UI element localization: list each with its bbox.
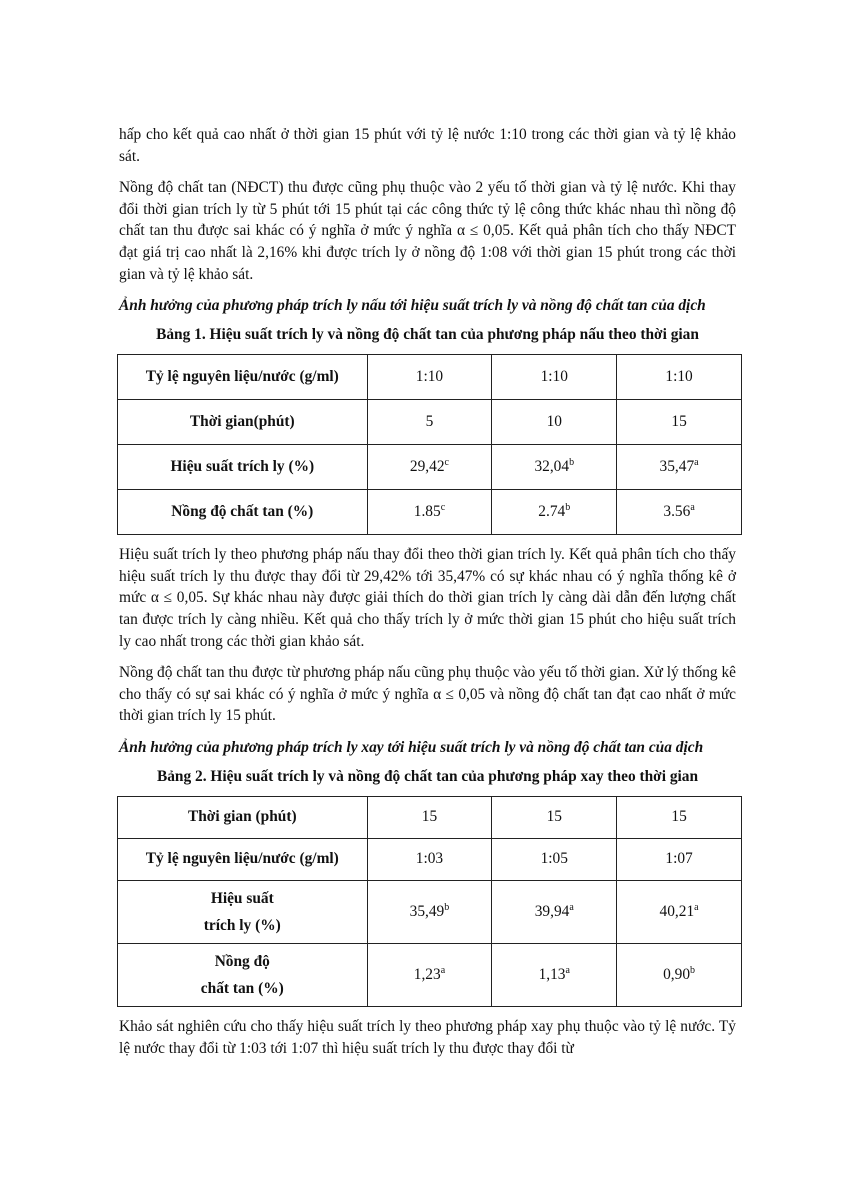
table-row [118, 445, 742, 490]
cell-value: 39,94 [534, 903, 570, 921]
row-label: Tỷ lệ nguyên liệu/nước (g/ml) [118, 838, 368, 880]
table-cell [617, 490, 742, 535]
table-cell [367, 400, 492, 445]
row-label: Tỷ lệ nguyên liệu/nước (g/ml) [118, 355, 368, 400]
cell-value: 32,04 [534, 458, 570, 476]
table-2 [117, 796, 742, 1007]
table-cell [492, 880, 617, 943]
row-label-line: Nồng độ [214, 952, 270, 970]
table-caption: Bảng 2. Hiệu suất trích ly và nồng độ chất tan của phương pháp xay theo thời gian [156, 767, 699, 785]
row-label-line: Hiệu suất [210, 889, 274, 907]
cell-value: 1:07 [665, 850, 693, 868]
document-page [119, 124, 736, 1069]
table-cell [492, 943, 617, 1006]
table-cell [492, 796, 617, 838]
table-cell [367, 445, 492, 490]
table-cell [367, 355, 492, 400]
cell-value: 1:10 [540, 368, 568, 386]
table-cell [492, 838, 617, 880]
table-row [118, 355, 742, 400]
cell-superscript: b [690, 965, 696, 977]
row-label-line: chất tan (%) [200, 979, 284, 997]
cell-value: 29,42 [409, 458, 445, 476]
table-cell [617, 796, 742, 838]
paragraph: Nồng độ chất tan (NĐCT) thu được cũng phụ thuộc vào 2 yếu tố thời gian và tỷ lệ nước. Khi thay đổi thời gian trích ly từ 5 phút tới 15 phút tại các công thức tỷ lệ công thức khác nhau thì nồng độ chất tan thu được sai khác có ý nghĩa ở mức ý nghĩa α ≤ 0,05. Kết quả phân tích cho thấy NĐCT đạt giá trị cao nhất là 2,16% khi được trích ly ở nồng độ 1:08 với thời gian 15 phút trong các thời gian và tỷ lệ khảo sát. [119, 179, 736, 283]
table-cell [367, 796, 492, 838]
cell-superscript: a [565, 965, 570, 977]
cell-superscript: a [690, 502, 695, 514]
cell-value: 1:05 [540, 850, 568, 868]
row-label: Thời gian (phút) [118, 796, 368, 838]
cell-superscript: a [569, 902, 574, 914]
table-cell [492, 355, 617, 400]
table-cell [617, 355, 742, 400]
table-cell [492, 445, 617, 490]
row-label: Hiệu suất trích ly (%) [118, 445, 368, 490]
paragraph: hấp cho kết quả cao nhất ở thời gian 15 phút với tỷ lệ nước 1:10 trong các thời gian và tỷ lệ khảo sát. [119, 126, 736, 165]
row-label: Thời gian(phút) [118, 400, 368, 445]
cell-value: 15 [671, 413, 687, 431]
table-row [118, 943, 742, 1006]
table-row [118, 490, 742, 535]
cell-superscript: b [444, 902, 450, 914]
cell-value: 1:10 [415, 368, 444, 386]
cell-superscript: b [569, 457, 575, 469]
paragraph: Nồng độ chất tan thu được từ phương pháp nấu cũng phụ thuộc vào yếu tố thời gian. Xử lý thống kê cho thấy có sự sai khác có ý nghĩa ở mức ý nghĩa α ≤ 0,05 và nồng độ chất tan đạt cao nhất ở mức thời gian trích ly 15 phút. [119, 664, 736, 725]
cell-value: 15 [546, 808, 562, 826]
cell-value: 2.74 [538, 503, 566, 521]
table-cell [617, 880, 742, 943]
table-cell [617, 400, 742, 445]
paragraph: Khảo sát nghiên cứu cho thấy hiệu suất trích ly theo phương pháp xay phụ thuộc vào tỷ lệ nước. Tỷ lệ nước thay đổi từ 1:03 tới 1:07 thì hiệu suất trích ly thu được thay đổi từ [119, 1017, 736, 1057]
cell-superscript: c [444, 457, 449, 469]
table-cell [367, 880, 492, 943]
paragraph: Hiệu suất trích ly theo phương pháp nấu thay đổi theo thời gian trích ly. Kết quả phân tích cho thấy hiệu suất trích ly thu được thay đổi từ 29,42% tới 35,47% có sự khác nhau có ý nghĩa thống kê ở mức α ≤ 0,05. Sự khác nhau này được giải thích do thời gian trích ly càng dài dẫn đến lượng chất tan được trích ly càng nhiều. Kết quả cho thấy trích ly ở mức thời gian 15 phút cho hiệu suất trích ly cao nhất trong các thời gian khảo sát. [119, 546, 736, 650]
cell-superscript: b [565, 502, 571, 514]
cell-value: 0,90 [663, 966, 691, 984]
section-heading: Ảnh hưởng của phương pháp trích ly xay tới hiệu suất trích ly và nồng độ chất tan của dịch [119, 738, 704, 756]
table-cell [492, 490, 617, 535]
table-cell [367, 943, 492, 1006]
cell-value: 35,47 [659, 458, 695, 476]
table-cell [367, 490, 492, 535]
table-cell [617, 838, 742, 880]
cell-superscript: a [440, 965, 446, 977]
table-cell [617, 943, 742, 1006]
cell-value: 1.85 [413, 503, 441, 521]
cell-value: 1,13 [538, 966, 566, 984]
cell-value: 15 [671, 808, 687, 826]
table-caption: Bảng 1. Hiệu suất trích ly và nồng độ chất tan của phương pháp nấu theo thời gian [156, 326, 699, 344]
table-row [118, 838, 742, 880]
cell-superscript: c [440, 502, 446, 514]
cell-value: 5 [425, 413, 434, 431]
cell-value: 3.56 [663, 503, 691, 521]
table-cell [617, 445, 742, 490]
table-row [118, 880, 742, 943]
row-label [118, 943, 368, 1006]
table-cell [492, 400, 617, 445]
table-cell [367, 838, 492, 880]
cell-superscript: a [694, 457, 699, 469]
table-row [118, 796, 742, 838]
cell-value: 15 [421, 808, 438, 826]
table-row [118, 400, 742, 445]
cell-value: 35,49 [409, 903, 445, 921]
section-heading: Ảnh hưởng của phương pháp trích ly nấu tới hiệu suất trích ly và nồng độ chất tan của dịch [119, 297, 706, 315]
table-1 [117, 354, 742, 535]
cell-value: 1,23 [413, 966, 441, 984]
row-label [118, 880, 368, 943]
cell-superscript: a [694, 902, 699, 914]
cell-value: 1:03 [415, 850, 444, 868]
row-label-line: trích ly (%) [203, 916, 281, 934]
cell-value: 40,21 [659, 903, 695, 921]
cell-value: 1:10 [665, 368, 693, 386]
cell-value: 10 [546, 413, 562, 431]
row-label: Nồng độ chất tan (%) [118, 490, 368, 535]
